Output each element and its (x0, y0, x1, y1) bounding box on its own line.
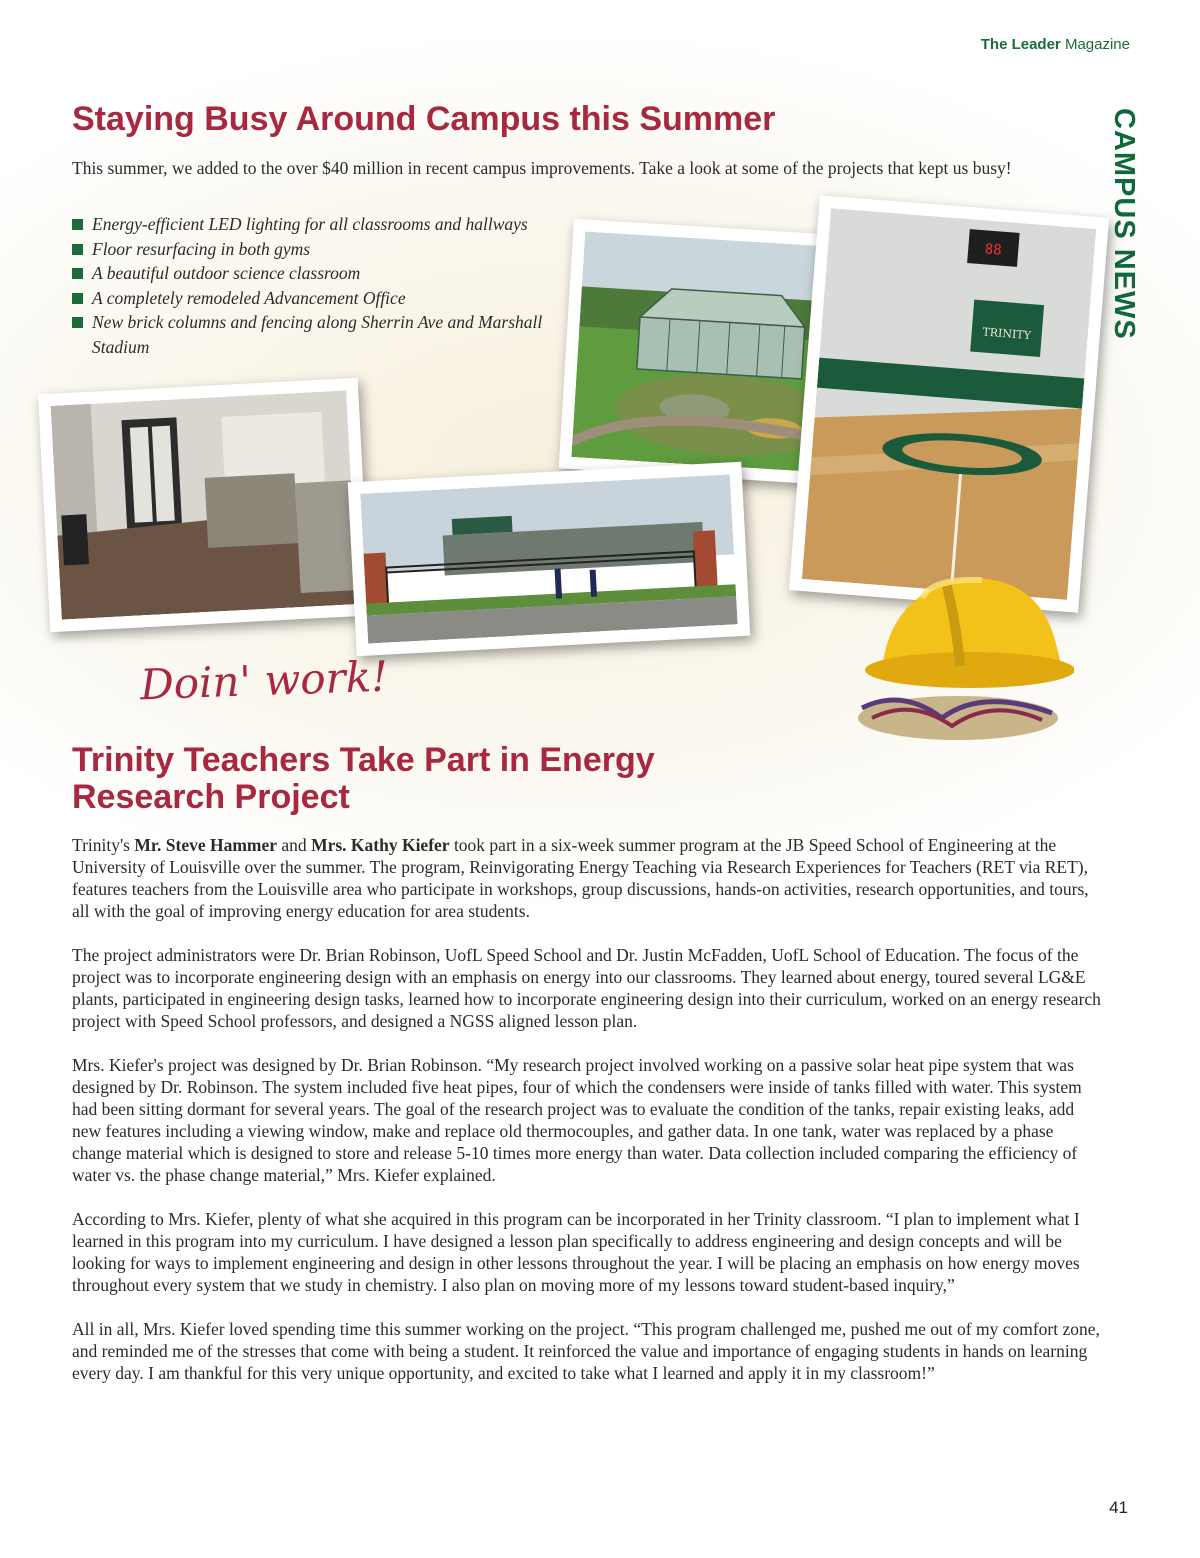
energy-heading: Trinity Teachers Take Part in Energy Research Project (72, 741, 655, 816)
page-number: 41 (1109, 1498, 1128, 1517)
hard-hat-icon (842, 548, 1074, 746)
office-photo (38, 378, 370, 632)
project-list-item: Floor resurfacing in both gyms (72, 237, 572, 262)
project-list (72, 212, 572, 359)
scoreboard-digits: 88 (984, 241, 1003, 259)
paragraph-text: took part in a six-week summer program at the JB Speed School of Engineering at the University of Louisville over the summer. The program, Reinvigorating Energy Teaching via Research Experiences for Teachers (RET via RET), features teachers from the Louisville area who participate in workshops, group discussions, hands-on activities, research opportunities, and tours, all with the goal of improving energy education for area students. (72, 835, 1089, 921)
article-paragraph: The project administrators were Dr. Brian Robinson, UofL Speed School and Dr. Justin McFadden, UofL School of Education. The focus of the project was to incorporate engineering design with an emphasis on energy into our classrooms. They learned about energy, toured several LG&E plants, participated in engineering design tasks, learned how to incorporate engineering design into their curriculum, worked on an energy research project with Speed School professors, and designed a NGSS aligned lesson plan. (72, 945, 1101, 1031)
project-list-item: Energy-efficient LED lighting for all classrooms and hallways (72, 212, 572, 237)
article-paragraph: According to Mrs. Kiefer, plenty of what she acquired in this program can be incorporated in her Trinity classroom. “I plan to implement what I learned in this program into my curriculum. I have designed a lesson plan specifically to address engineering and design concepts and will be looking for ways to implement engineering and design in other lessons throughout the year. I will be placing an emphasis on how energy moves throughout every system that we study in chemistry. I also plan on moving more of my lessons toward student-based inquiry,” (72, 1209, 1080, 1295)
section-tab: CAMPUS NEWS (1108, 108, 1140, 340)
article-paragraph (72, 834, 1102, 922)
project-list-item: A completely remodeled Advancement Office (72, 286, 572, 311)
project-list-item: New brick columns and fencing along Sherrin Ave and Marshall Stadium (72, 310, 572, 359)
office-illustration (51, 390, 358, 619)
stadium-photo (348, 462, 751, 656)
paragraph-text: and (277, 835, 312, 855)
summer-heading: Staying Busy Around Campus this Summer (72, 100, 776, 138)
script-caption: Doin' work! (139, 651, 389, 710)
paragraph-text: Trinity's (72, 835, 135, 855)
gym-illustration (802, 208, 1096, 600)
magazine-brand: The Leader (980, 36, 1061, 53)
article-paragraph: All in all, Mrs. Kiefer loved spending time this summer working on the project. “This program challenged me, pushed me out of my comfort zone, and reminded me of the stresses that come with being a student. It reinforced the value and importance of engaging students in hands on learning every day. I am thankful for this very unique opportunity, and excited to take what I learned and apply it in my classroom!” (72, 1319, 1100, 1383)
magazine-suffix: Magazine (1064, 36, 1130, 53)
project-list-item: A beautiful outdoor science classroom (72, 261, 572, 286)
teacher-name: Mr. Steve Hammer (134, 835, 278, 855)
gym-banner-text: TRINITY (981, 325, 1032, 343)
energy-article (72, 834, 1102, 1406)
stadium-illustration (360, 474, 737, 643)
running-head (981, 36, 1130, 53)
article-paragraph: Mrs. Kiefer's project was designed by Dr. Brian Robinson. “My research project involved working on a passive solar heat pipe system that was designed by Dr. Robinson. The system included five heat pipes, four of which the condensers were inside of tanks filled with water. This system had been sitting dormant for several years. The goal of the research project was to evaluate the condition of the tanks, repair existing leaks, add new features including a viewing window, make and replace old thermocouples, and gather data. In one tank, water was replaced by a phase change material which is designed to store and release 5-10 times more energy than water. Data collection included comparing the efficiency of water vs. the phase change material,” Mrs. Kiefer explained. (72, 1055, 1082, 1185)
teacher-name: Mrs. Kathy Kiefer (311, 835, 450, 855)
summer-intro: This summer, we added to the over $40 million in recent campus improvements. Take a look at some of the projects that kept us busy! (72, 158, 1012, 178)
